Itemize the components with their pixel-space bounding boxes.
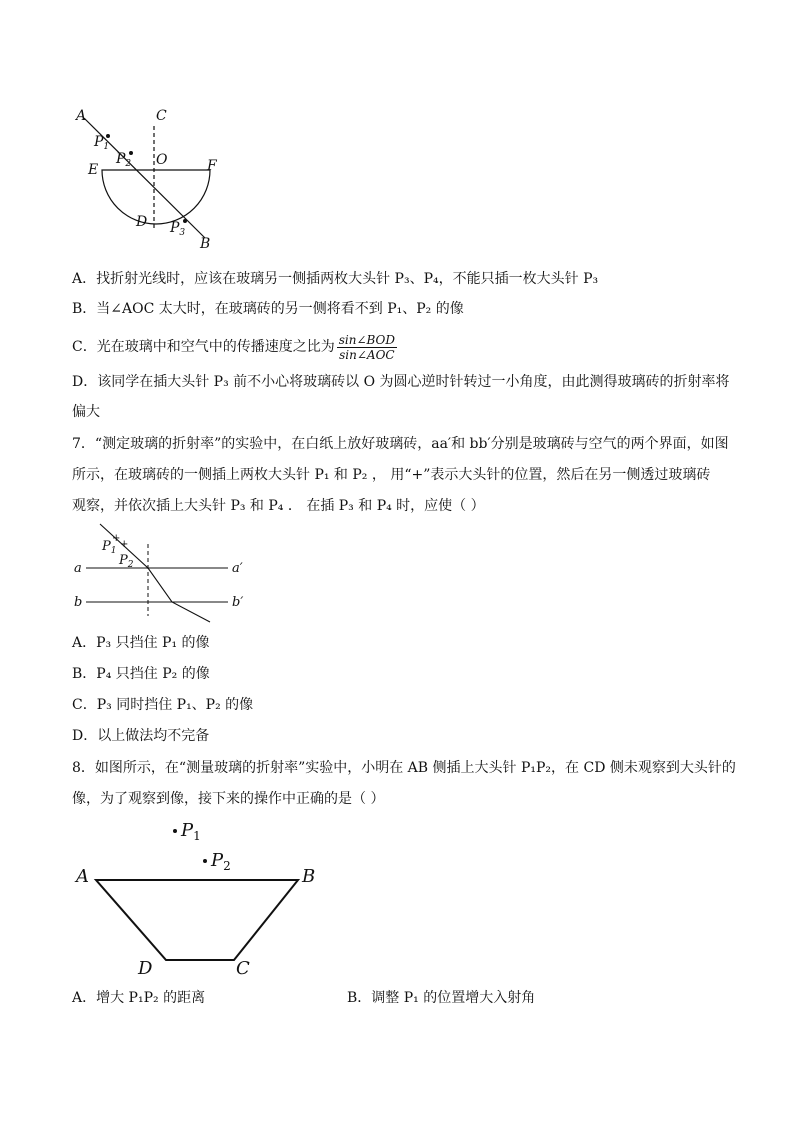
- label-F: F: [207, 158, 217, 174]
- q6-option-d-line2: 偏大: [72, 404, 100, 420]
- q7-option-b: B．P₄ 只挡住 P₂ 的像: [72, 666, 210, 682]
- q8-figure: [70, 814, 330, 980]
- q6-option-c: [72, 332, 397, 362]
- pin-p1-plus: +: [112, 533, 121, 544]
- label-P2: $P_2$: [116, 151, 132, 169]
- q7-option-c: C．P₃ 同时挡住 P₁、P₂ 的像: [72, 697, 254, 713]
- label-A: A: [76, 866, 89, 887]
- label-B: B: [302, 866, 316, 887]
- q8-option-b: B．调整 P₁ 的位置增大入射角: [347, 990, 536, 1006]
- fraction-numerator: sin∠BOD: [338, 332, 395, 347]
- semicircle-glass: [102, 170, 210, 224]
- label-b: b: [74, 595, 83, 610]
- label-C: C: [156, 108, 167, 124]
- q6-option-c-text: C．光在玻璃中和空气中的传播速度之比为: [72, 339, 335, 355]
- pin-p2-plus: +: [120, 539, 129, 550]
- label-A: A: [76, 108, 87, 124]
- pin-p3: [183, 219, 187, 223]
- q8-stem-line1: 8．如图所示，在“测量玻璃的折射率”实验中，小明在 AB 侧插上大头针 P₁P₂，在 CD 侧未观察到大头针的: [72, 760, 736, 776]
- trapezoid-glass: [96, 880, 298, 960]
- label-P1: $P_1$: [102, 539, 117, 556]
- label-D: D: [138, 958, 153, 979]
- q8-stem-line2: 像，为了观察到像，接下来的操作中正确的是（ ）: [72, 791, 385, 807]
- q6-option-a: A．找折射光线时，应该在玻璃另一侧插两枚大头针 P₃、P₄，不能只插一枚大头针 P₃: [72, 271, 599, 287]
- q6-option-d-line1: D．该同学在插大头针 P₃ 前不小心将玻璃砖以 O 为圆心逆时针转过一小角度，由此测得玻璃砖的折射率将: [72, 374, 730, 390]
- q7-option-d: D．以上做法均不完备: [72, 728, 210, 744]
- pin-p1: [106, 134, 110, 138]
- label-P1: $P_1$: [181, 820, 201, 843]
- pin-p2: [203, 859, 207, 863]
- q7-option-a: A．P₃ 只挡住 P₁ 的像: [72, 635, 210, 651]
- q7-stem-line3: 观察，并依次插上大头针 P₃ 和 P₄ ． 在插 P₃ 和 P₄ 时，应使（ ）: [72, 498, 485, 514]
- pin-p2: [129, 151, 133, 155]
- label-C: C: [236, 958, 250, 979]
- fraction-denominator: sin∠AOC: [339, 347, 395, 362]
- label-P2: $P_2$: [119, 553, 134, 570]
- label-D: D: [136, 214, 148, 230]
- q6-option-b: B．当∠AOC 太大时，在玻璃砖的另一侧将看不到 P₁、P₂ 的像: [72, 301, 464, 317]
- label-a: a: [74, 561, 82, 576]
- label-E: E: [88, 162, 99, 178]
- q6-option-c-fraction: [337, 333, 397, 362]
- q7-figure: [70, 520, 260, 632]
- label-P3: $P_3$: [170, 220, 186, 238]
- q7-stem-line2: 所示，在玻璃砖的一侧插上两枚大头针 P₁ 和 P₂ ， 用“+”表示大头针的位置，然后在另一侧透过玻璃砖: [72, 467, 711, 483]
- label-B: B: [200, 236, 211, 252]
- label-b-prime: b′: [232, 595, 244, 610]
- label-P1: $P_1$: [94, 134, 110, 152]
- q6-figure: [70, 104, 230, 254]
- label-P2: $P_2$: [211, 850, 231, 873]
- q8-option-a: A．增大 P₁P₂ 的距离: [72, 990, 206, 1006]
- label-a-prime: a′: [232, 561, 243, 576]
- q7-stem-line1: 7．“测定玻璃的折射率”的实验中，在白纸上放好玻璃砖，aa′和 bb′分别是玻璃砖与空气的两个界面，如图: [72, 436, 729, 452]
- label-O: O: [156, 152, 168, 168]
- pin-p1: [173, 829, 177, 833]
